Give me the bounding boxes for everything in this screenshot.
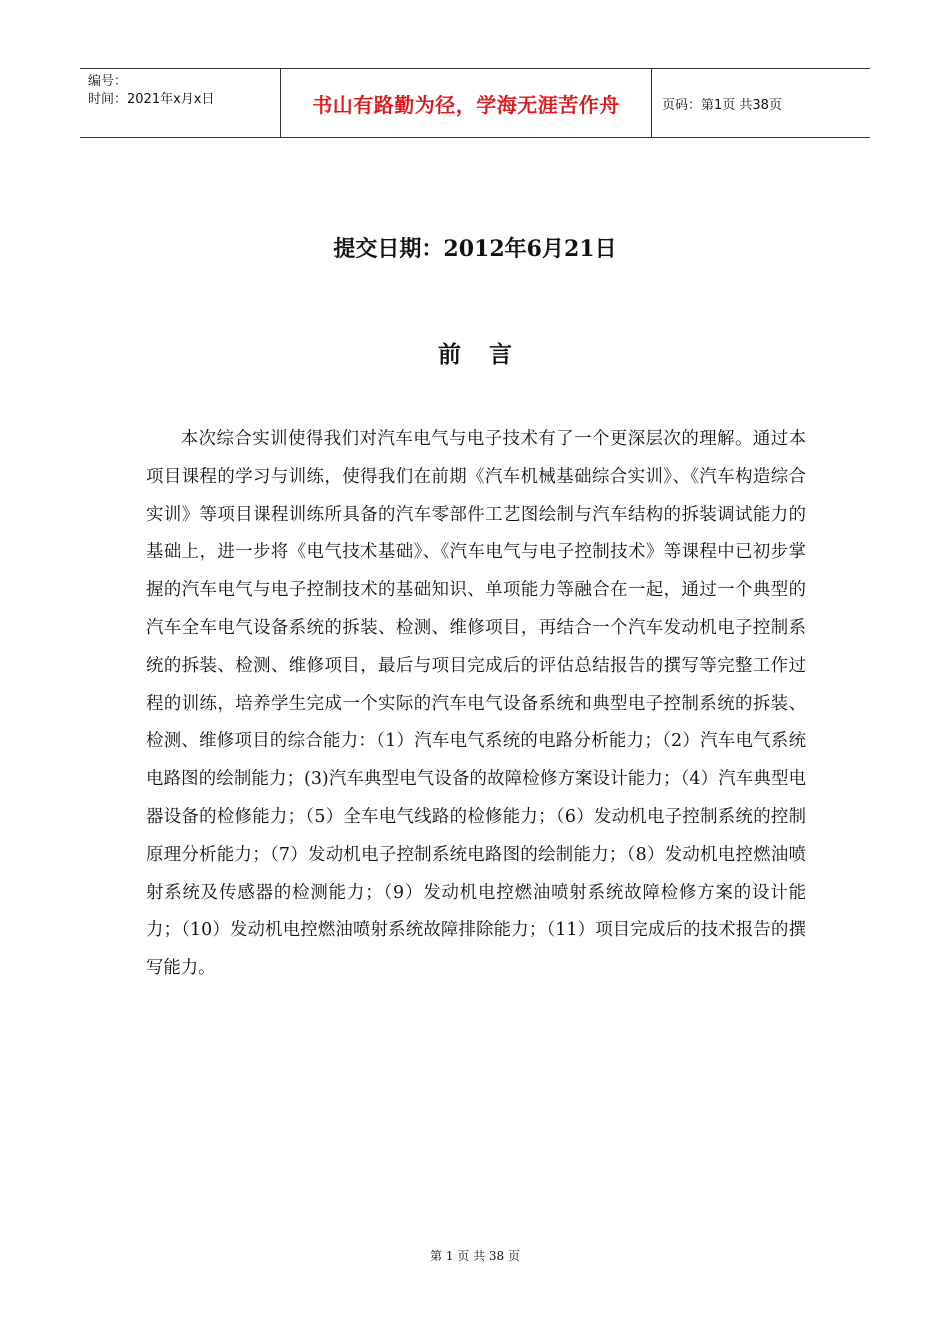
preface-body: 本次综合实训使得我们对汽车电气与电子技术有了一个更深层次的理解。通过本项目课程的学习与训练，使得我们在前期《汽车机械基础综合实训》、《汽车构造综合实训》等项目课程训练所具备的汽车零部件工艺图绘制与汽车结构的拆装调试能力的基础上，进一步将《电气技术基础》、《汽车电气与电子控制技术》等课程中已初步掌握的汽车电气与电子控制技术的基础知识、单项能力等融合在一起，通过一个典型的汽车全车电气设备系统的拆装、检测、维修项目，再结合一个汽车发动机电子控制系统的拆装、检测、维修项目，最后与项目完成后的评估总结报告的撰写等完整工作过程的训练，培养学生完成一个实际的汽车电气设备系统和典型电子控制系统的拆装、检测、维修项目的综合能力：（1）汽车电气系统的电路分析能力；（2）汽车电气系统电路图的绘制能力；(3)汽车典型电气设备的故障检修方案设计能力；（4）汽车典型电器设备的检修能力；（5）全车电气线路的检修能力；（6）发动机电子控制系统的控制原理分析能力；（7）发动机电子控制系统电路图的绘制能力；（8）发动机电控燃油喷射系统及传感器的检测能力；（9）发动机电控燃油喷射系统故障检修方案的设计能力；（10）发动机电控燃油喷射系统故障排除能力；（11）项目完成后的技术报告的撰写能力。: [146, 429, 806, 979]
time-label: 时间：2021年x月x日: [88, 92, 215, 107]
motto-text: 书山有路勤为径，学海无涯苦作舟: [312, 92, 620, 117]
header-motto-cell: [280, 69, 652, 137]
header-left-cell: [80, 69, 280, 137]
submit-date: 提交日期：2012年6月21日: [333, 236, 617, 262]
page-header: [80, 68, 870, 138]
page-info: 页码：第1页 共38页: [662, 97, 782, 113]
header-page-cell: [652, 69, 870, 137]
page-footer: 第 1 页 共 38 页: [430, 1249, 520, 1263]
serial-label: 编号：: [88, 74, 128, 89]
preface-title: 前言: [438, 341, 540, 368]
